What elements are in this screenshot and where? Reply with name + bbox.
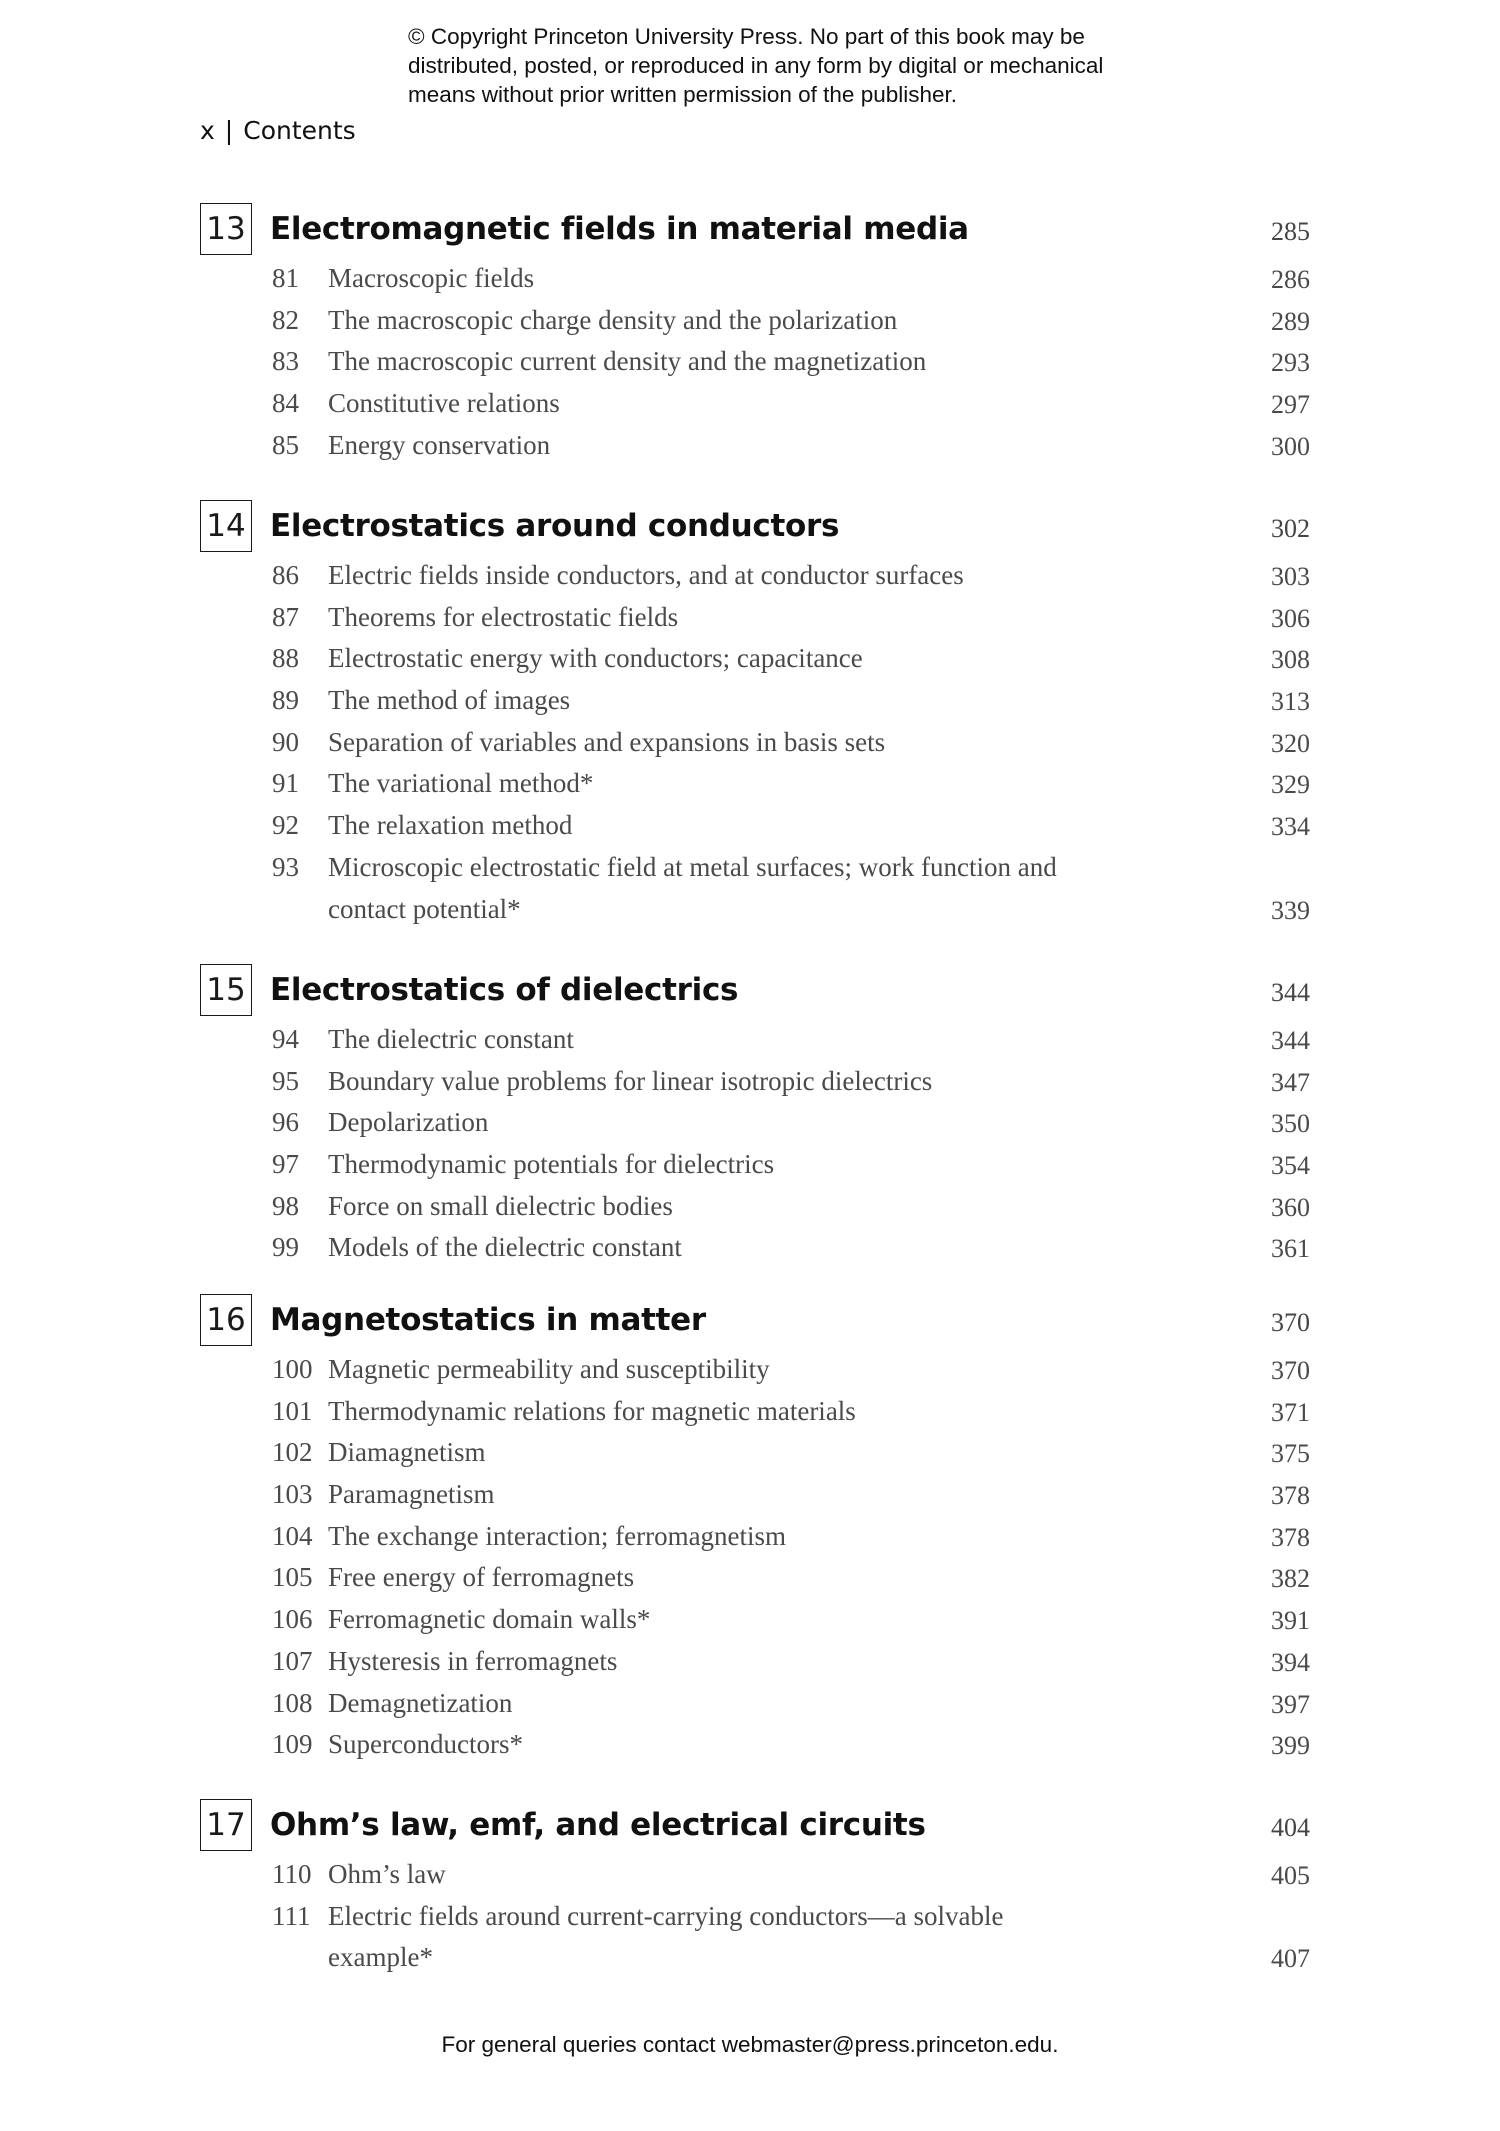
section-entry bbox=[0, 598, 1500, 640]
chapter-title: Magnetostatics in matter bbox=[270, 1302, 706, 1338]
section-entry bbox=[0, 1684, 1500, 1726]
section-title: The exchange interaction; ferromagnetism bbox=[328, 1520, 787, 1551]
section-page-number: 397 bbox=[1271, 1689, 1310, 1719]
section-number: 97 bbox=[272, 1149, 299, 1180]
section-title-continued: contact potential* bbox=[328, 893, 521, 924]
section-number: 94 bbox=[272, 1024, 299, 1054]
section-page-number: 405 bbox=[1271, 1861, 1310, 1890]
section-title: The relaxation method bbox=[328, 810, 573, 841]
section-page-number: 289 bbox=[1271, 306, 1310, 336]
section-title: Diamagnetism bbox=[328, 1437, 486, 1468]
section-number: 108 bbox=[272, 1687, 313, 1718]
section-title: Ferromagnetic domain walls* bbox=[328, 1604, 651, 1635]
section-page-number: 375 bbox=[1271, 1439, 1310, 1469]
section-number: 87 bbox=[272, 601, 299, 632]
folio: x bbox=[200, 116, 215, 145]
section-page-number: 297 bbox=[1271, 390, 1310, 420]
section-title: Force on small dielectric bodies bbox=[328, 1190, 673, 1221]
section-entry bbox=[0, 1558, 1500, 1600]
section-number: 105 bbox=[272, 1562, 313, 1593]
chapter-heading bbox=[0, 1294, 1500, 1350]
section-entry bbox=[0, 1187, 1500, 1229]
section-page-number: 371 bbox=[1271, 1397, 1310, 1427]
section-page-number: 313 bbox=[1271, 687, 1310, 717]
section-title: Depolarization bbox=[328, 1107, 489, 1138]
chapter-block bbox=[0, 1294, 1500, 1767]
section-page-number: 293 bbox=[1271, 348, 1310, 378]
section-page-number: 370 bbox=[1271, 1356, 1310, 1385]
chapter-heading bbox=[0, 500, 1500, 556]
section-number: 92 bbox=[272, 810, 299, 841]
section-title: Electric fields inside conductors, and at conductor surfaces bbox=[328, 560, 964, 590]
copyright-line: means without prior written permission of the publisher. bbox=[408, 82, 958, 107]
section-title: Energy conservation bbox=[328, 429, 551, 460]
section-number: 81 bbox=[272, 263, 299, 293]
section-title: Theorems for electrostatic fields bbox=[328, 601, 679, 632]
section-page-number: 378 bbox=[1271, 1522, 1310, 1552]
section-page-number: 347 bbox=[1271, 1067, 1310, 1097]
section-entry bbox=[0, 384, 1500, 426]
chapter-block bbox=[0, 500, 1500, 931]
section-entry bbox=[0, 1433, 1500, 1475]
section-entry bbox=[0, 342, 1500, 384]
section-number: 84 bbox=[272, 388, 299, 419]
section-page-number: 399 bbox=[1271, 1731, 1310, 1761]
section-page-number: 382 bbox=[1271, 1564, 1310, 1594]
section-page-number: 306 bbox=[1271, 603, 1310, 633]
section-page-number: 394 bbox=[1271, 1647, 1310, 1677]
section-page-number: 339 bbox=[1271, 895, 1310, 925]
section-title-continued: example* bbox=[328, 1942, 433, 1973]
section-number: 103 bbox=[272, 1479, 313, 1510]
section-title: Magnetic permeability and susceptibility bbox=[328, 1354, 770, 1384]
section-number: 106 bbox=[272, 1604, 313, 1635]
section-title: Hysteresis in ferromagnets bbox=[328, 1645, 618, 1676]
section-entry bbox=[0, 1855, 1500, 1897]
section-title: Separation of variables and expansions in basis sets bbox=[328, 726, 886, 757]
section-page-number: 286 bbox=[1271, 265, 1310, 294]
section-entry bbox=[0, 1897, 1500, 1980]
section-number: 90 bbox=[272, 726, 299, 757]
chapter-number-box: 16 bbox=[200, 1294, 252, 1346]
section-number: 99 bbox=[272, 1232, 299, 1263]
chapter-title: Electrostatics of dielectrics bbox=[270, 972, 739, 1008]
chapter-number-box: 15 bbox=[200, 964, 252, 1016]
section-entry bbox=[0, 1725, 1500, 1767]
section-number: 104 bbox=[272, 1520, 313, 1551]
section-entry bbox=[0, 1062, 1500, 1104]
section-entry bbox=[0, 259, 1500, 301]
section-title: Microscopic electrostatic field at metal surfaces; work function and bbox=[328, 851, 1057, 882]
section-number: 98 bbox=[272, 1190, 299, 1221]
chapter-page-number: 285 bbox=[1271, 217, 1310, 246]
section-entry bbox=[0, 426, 1500, 468]
section-entry bbox=[0, 1228, 1500, 1270]
section-title: Thermodynamic relations for magnetic materials bbox=[328, 1395, 856, 1426]
running-head-label: Contents bbox=[243, 116, 356, 145]
section-title: Ohm’s law bbox=[328, 1859, 446, 1889]
section-number: 83 bbox=[272, 346, 299, 377]
section-number: 107 bbox=[272, 1645, 313, 1676]
chapter-block bbox=[0, 964, 1500, 1270]
section-number: 91 bbox=[272, 768, 299, 799]
chapter-number-box: 14 bbox=[200, 500, 252, 552]
section-entry bbox=[0, 301, 1500, 343]
section-title: Thermodynamic potentials for dielectrics bbox=[328, 1149, 775, 1180]
section-entry bbox=[0, 1392, 1500, 1434]
section-entry bbox=[0, 639, 1500, 681]
section-page-number: 361 bbox=[1271, 1234, 1310, 1264]
section-number: 102 bbox=[272, 1437, 313, 1468]
section-title: Electric fields around current-carrying conductors—a solvable bbox=[328, 1900, 1004, 1931]
section-entry bbox=[0, 764, 1500, 806]
chapter-page-number: 370 bbox=[1271, 1308, 1310, 1337]
section-entry bbox=[0, 1600, 1500, 1642]
section-entry bbox=[0, 848, 1500, 931]
section-entry bbox=[0, 681, 1500, 723]
section-title: Superconductors* bbox=[328, 1729, 523, 1760]
chapter-number-box: 13 bbox=[200, 203, 252, 255]
section-page-number: 308 bbox=[1271, 645, 1310, 675]
section-number: 86 bbox=[272, 560, 299, 590]
section-page-number: 354 bbox=[1271, 1151, 1310, 1181]
section-title: Paramagnetism bbox=[328, 1479, 495, 1510]
section-title: Models of the dielectric constant bbox=[328, 1232, 682, 1263]
section-title: The variational method* bbox=[328, 768, 594, 799]
section-number: 82 bbox=[272, 304, 299, 335]
chapter-page-number: 344 bbox=[1271, 978, 1310, 1007]
section-title: Electrostatic energy with conductors; capacitance bbox=[328, 643, 863, 674]
section-entry bbox=[0, 806, 1500, 848]
chapter-heading bbox=[0, 964, 1500, 1020]
section-page-number: 334 bbox=[1271, 812, 1310, 842]
copyright-line: © Copyright Princeton University Press. No part of this book may be bbox=[408, 24, 1085, 49]
section-entry bbox=[0, 1145, 1500, 1187]
section-number: 109 bbox=[272, 1729, 313, 1760]
chapter-title: Electrostatics around conductors bbox=[270, 508, 840, 544]
chapter-block bbox=[0, 1799, 1500, 1980]
section-page-number: 300 bbox=[1271, 431, 1310, 461]
chapter-number-box: 17 bbox=[200, 1799, 252, 1851]
section-page-number: 350 bbox=[1271, 1109, 1310, 1139]
copyright-line: distributed, posted, or reproduced in any form by digital or mechanical bbox=[408, 53, 1104, 78]
section-page-number: 329 bbox=[1271, 770, 1310, 800]
section-entry bbox=[0, 1517, 1500, 1559]
section-title: The method of images bbox=[328, 685, 571, 716]
chapter-title: Ohm’s law, emf, and electrical circuits bbox=[270, 1807, 926, 1843]
section-entry bbox=[0, 723, 1500, 765]
section-number: 85 bbox=[272, 429, 299, 460]
section-title: Free energy of ferromagnets bbox=[328, 1562, 635, 1593]
chapter-heading bbox=[0, 203, 1500, 259]
section-title: Macroscopic fields bbox=[328, 263, 535, 293]
section-number: 110 bbox=[272, 1859, 312, 1889]
section-entry bbox=[0, 1475, 1500, 1517]
section-page-number: 303 bbox=[1271, 562, 1310, 591]
section-title: The dielectric constant bbox=[328, 1024, 574, 1054]
copyright-notice bbox=[408, 22, 1208, 109]
chapter-heading bbox=[0, 1799, 1500, 1855]
section-page-number: 344 bbox=[1271, 1026, 1310, 1055]
section-number: 101 bbox=[272, 1395, 313, 1426]
section-entry bbox=[0, 1103, 1500, 1145]
section-page-number: 360 bbox=[1271, 1192, 1310, 1222]
section-number: 100 bbox=[272, 1354, 313, 1384]
section-number: 96 bbox=[272, 1107, 299, 1138]
section-page-number: 320 bbox=[1271, 728, 1310, 758]
section-number: 93 bbox=[272, 851, 299, 882]
running-head-separator: | bbox=[224, 116, 234, 145]
section-title: Boundary value problems for linear isotropic dielectrics bbox=[328, 1065, 933, 1096]
running-head bbox=[200, 116, 356, 145]
section-page-number: 378 bbox=[1271, 1481, 1310, 1511]
chapter-page-number: 404 bbox=[1271, 1813, 1310, 1842]
section-title: Demagnetization bbox=[328, 1687, 513, 1718]
section-title: Constitutive relations bbox=[328, 388, 560, 419]
section-title: The macroscopic charge density and the polarization bbox=[328, 304, 898, 335]
section-number: 88 bbox=[272, 643, 299, 674]
section-entry bbox=[0, 1350, 1500, 1392]
section-page-number: 407 bbox=[1271, 1944, 1310, 1974]
section-title: The macroscopic current density and the magnetization bbox=[328, 346, 927, 377]
section-number: 111 bbox=[272, 1900, 311, 1931]
section-entry bbox=[0, 556, 1500, 598]
footer-contact: For general queries contact webmaster@press.princeton.edu. bbox=[441, 2032, 1059, 2057]
section-entry bbox=[0, 1020, 1500, 1062]
section-page-number: 391 bbox=[1271, 1606, 1310, 1636]
chapter-block bbox=[0, 203, 1500, 467]
section-number: 95 bbox=[272, 1065, 299, 1096]
chapter-page-number: 302 bbox=[1271, 514, 1310, 543]
section-number: 89 bbox=[272, 685, 299, 716]
chapter-title: Electromagnetic fields in material media bbox=[270, 211, 969, 247]
section-entry bbox=[0, 1642, 1500, 1684]
